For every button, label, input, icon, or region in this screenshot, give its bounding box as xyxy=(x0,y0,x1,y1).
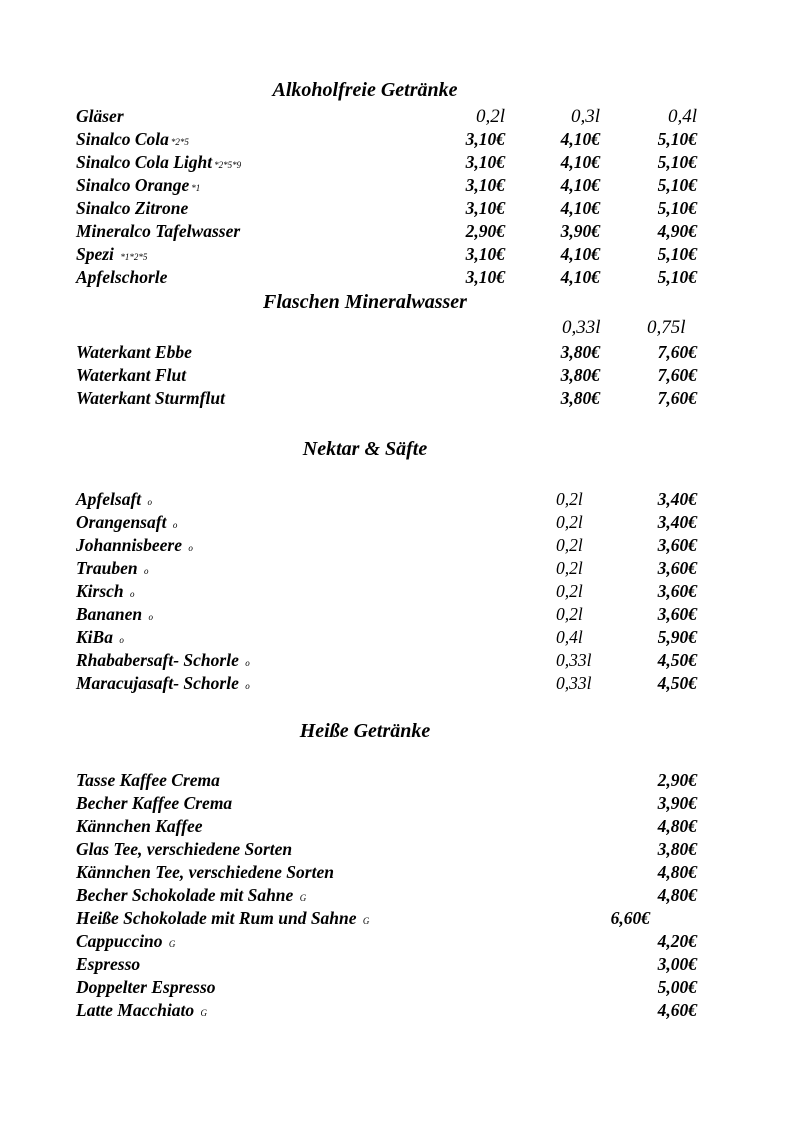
item-name: Maracujasaft- Schorle o xyxy=(76,673,250,693)
price: 3,90€ xyxy=(657,793,697,813)
price: 5,90€ xyxy=(657,627,697,647)
price: 4,10€ xyxy=(560,175,600,195)
menu-item-row xyxy=(0,907,793,930)
menu-item-row xyxy=(0,815,793,838)
price: 3,10€ xyxy=(465,175,505,195)
item-name: Becher Kaffee Crema xyxy=(76,793,233,813)
item-name: Waterkant Ebbe xyxy=(76,342,192,362)
item-name: Spezi *1*2*5 xyxy=(76,244,148,264)
price: 3,00€ xyxy=(657,954,697,974)
price: 4,10€ xyxy=(560,152,600,172)
item-name: Sinalco Orange *1 xyxy=(76,175,201,195)
menu-item-row xyxy=(0,930,793,953)
price: 3,60€ xyxy=(657,604,697,624)
item-name: Trauben o xyxy=(76,558,149,578)
item-name: Kännchen Tee, verschiedene Sorten xyxy=(76,862,334,882)
size-label: 0,2l xyxy=(556,535,583,555)
price: 5,10€ xyxy=(657,152,697,172)
menu-item-row xyxy=(0,174,793,197)
price: 3,80€ xyxy=(560,388,600,408)
item-name: Cappuccino G xyxy=(76,931,176,951)
additive-note: o xyxy=(143,566,149,576)
price: 4,60€ xyxy=(657,1000,697,1020)
menu-item-row xyxy=(0,626,793,649)
additive-note: G xyxy=(299,893,307,903)
item-name: Mineralco Tafelwasser xyxy=(76,221,241,241)
item-name: Doppelter Espresso xyxy=(76,977,216,997)
additive-note: G xyxy=(200,1008,207,1018)
price: 4,50€ xyxy=(657,650,697,670)
price: 5,10€ xyxy=(657,129,697,149)
price: 5,10€ xyxy=(657,267,697,287)
item-name: Kirsch o xyxy=(76,581,135,601)
item-name: Waterkant Sturmflut xyxy=(76,388,225,408)
price: 2,90€ xyxy=(657,770,697,790)
additive-note: *1*2*5 xyxy=(120,252,148,262)
size-label: 0,33l xyxy=(556,673,592,693)
menu-item-row xyxy=(0,488,793,511)
section-title-heisse-getraenke: Heiße Getränke xyxy=(299,720,431,742)
size-header-row xyxy=(0,105,793,128)
size-label: 0,2l xyxy=(556,581,583,601)
menu-item-row xyxy=(0,976,793,999)
item-name: Tasse Kaffee Crema xyxy=(76,770,220,790)
price: 3,10€ xyxy=(465,244,505,264)
item-name: Latte Macchiato G xyxy=(76,1000,207,1020)
price: 3,60€ xyxy=(657,581,697,601)
item-name: Orangensaft o xyxy=(76,512,178,532)
price: 3,80€ xyxy=(657,839,697,859)
price: 3,80€ xyxy=(560,342,600,362)
price: 4,10€ xyxy=(560,244,600,264)
menu-item-row xyxy=(0,266,793,289)
additive-note: G xyxy=(168,939,176,949)
price: 4,80€ xyxy=(657,885,697,905)
price: 5,10€ xyxy=(657,244,697,264)
additive-note: *1 xyxy=(191,183,201,193)
size-header-row xyxy=(0,316,793,339)
glasses-label: Gläser xyxy=(76,106,124,126)
price: 4,90€ xyxy=(657,221,697,241)
price: 3,10€ xyxy=(465,129,505,149)
menu-item-row xyxy=(0,364,793,387)
additive-note: G xyxy=(362,916,370,926)
size-label: 0,2l xyxy=(556,489,583,509)
menu-item-row xyxy=(0,534,793,557)
price: 3,80€ xyxy=(560,365,600,385)
menu-item-row xyxy=(0,511,793,534)
item-name: Apfelschorle xyxy=(76,267,168,287)
additive-note: o xyxy=(148,612,154,622)
item-name: Espresso xyxy=(76,954,141,974)
menu-item-row xyxy=(0,999,793,1022)
item-name: Heiße Schokolade mit Rum und Sahne G xyxy=(76,908,370,928)
item-name: Sinalco Cola *2*5 xyxy=(76,129,189,149)
price: 4,10€ xyxy=(560,129,600,149)
price: 5,10€ xyxy=(657,198,697,218)
price: 3,10€ xyxy=(465,267,505,287)
size-label: 0,75l xyxy=(647,317,686,338)
price: 4,20€ xyxy=(657,931,697,951)
additive-note: o xyxy=(172,520,178,530)
menu-item-row xyxy=(0,603,793,626)
price: 3,40€ xyxy=(657,489,697,509)
price: 5,10€ xyxy=(657,175,697,195)
price: 3,10€ xyxy=(465,152,505,172)
price: 4,50€ xyxy=(657,673,697,693)
price: 5,00€ xyxy=(657,977,697,997)
menu-item-row xyxy=(0,861,793,884)
item-name: Kännchen Kaffee xyxy=(76,816,203,836)
size-label: 0,2l xyxy=(556,558,583,578)
menu-item-row xyxy=(0,387,793,410)
price: 2,90€ xyxy=(465,221,505,241)
additive-note: o xyxy=(245,681,250,691)
additive-note: o xyxy=(119,635,124,645)
size-label: 0,33l xyxy=(556,650,592,670)
size-label: 0,2l xyxy=(556,512,583,532)
price: 7,60€ xyxy=(657,365,697,385)
size-label: 0,4l xyxy=(556,627,583,647)
item-name: Johannisbeere o xyxy=(76,535,193,555)
menu-item-row xyxy=(0,792,793,815)
price: 4,10€ xyxy=(560,267,600,287)
menu-item-row xyxy=(0,341,793,364)
price: 3,60€ xyxy=(657,558,697,578)
section-title-alkoholfrei: Alkoholfreie Getränke xyxy=(272,79,458,101)
menu-item-row xyxy=(0,220,793,243)
size-label: 0,2l xyxy=(556,604,583,624)
size-label: 0,3l xyxy=(570,106,600,127)
item-name: Apfelsaft o xyxy=(76,489,153,509)
section-title-mineralwasser: Flaschen Mineralwasser xyxy=(263,291,467,313)
menu-item-row xyxy=(0,884,793,907)
item-name: Bananen o xyxy=(76,604,154,624)
size-label: 0,4l xyxy=(667,106,697,127)
additive-note: o xyxy=(188,543,193,553)
section-title-nektar: Nektar & Säfte xyxy=(302,438,428,460)
menu-item-row xyxy=(0,672,793,695)
menu-item-row xyxy=(0,197,793,220)
price: 3,90€ xyxy=(560,221,600,241)
price: 4,10€ xyxy=(560,198,600,218)
price: 4,80€ xyxy=(657,862,697,882)
menu-item-row xyxy=(0,580,793,603)
item-name: Glas Tee, verschiedene Sorten xyxy=(76,839,293,859)
menu-item-row xyxy=(0,151,793,174)
menu-item-row xyxy=(0,649,793,672)
size-label: 0,2l xyxy=(475,106,505,127)
item-name: Sinalco Zitrone xyxy=(76,198,189,218)
item-name: Rhababersaft- Schorle o xyxy=(76,650,250,670)
price: 3,40€ xyxy=(657,512,697,532)
price: 3,10€ xyxy=(465,198,505,218)
menu-item-row xyxy=(0,953,793,976)
item-name: Becher Schokolade mit Sahne G xyxy=(76,885,307,905)
additive-note: o xyxy=(147,497,153,507)
additive-note: o xyxy=(130,589,135,599)
price: 4,80€ xyxy=(657,816,697,836)
menu-item-row xyxy=(0,128,793,151)
price: 7,60€ xyxy=(657,342,697,362)
menu-item-row xyxy=(0,838,793,861)
item-name: Waterkant Flut xyxy=(76,365,187,385)
menu-item-row xyxy=(0,557,793,580)
menu-item-row xyxy=(0,769,793,792)
additive-note: *2*5 xyxy=(170,137,189,147)
additive-note: o xyxy=(245,658,250,668)
price: 3,60€ xyxy=(657,535,697,555)
menu-item-row xyxy=(0,243,793,266)
item-name: KiBa o xyxy=(76,627,124,647)
item-name: Sinalco Cola Light *2*5*9 xyxy=(76,152,242,172)
price: 7,60€ xyxy=(657,388,697,408)
additive-note: *2*5*9 xyxy=(214,160,242,170)
price: 6,60€ xyxy=(610,908,650,928)
size-label: 0,33l xyxy=(562,317,601,338)
